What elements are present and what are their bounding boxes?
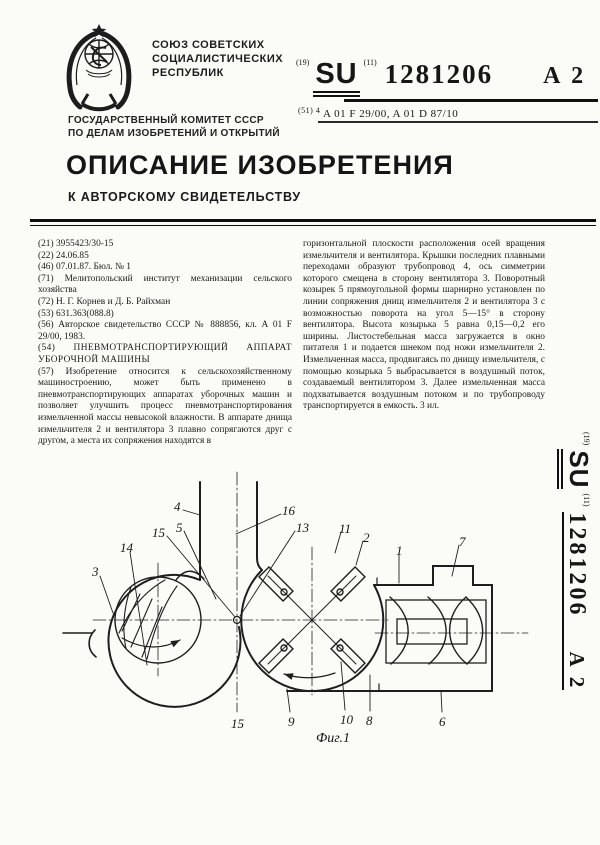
patent-drawing-fig1	[0, 470, 560, 770]
prior-art-reference: (56) Авторское свидетельство СССР № 888856, кл. А 01 F 29/00, 1983.	[38, 320, 292, 342]
kind-code: A 2	[543, 63, 587, 89]
applicant: (71) Мелитопольский институт механизации сельского хозяйства	[38, 273, 292, 296]
side-patent-number-strip	[558, 432, 598, 722]
publication-number-line	[296, 58, 586, 91]
part-label-3: 3	[92, 564, 99, 579]
feeder-assembly	[287, 566, 492, 691]
pipe-duct	[176, 482, 262, 580]
part-label-11: 11	[339, 521, 352, 536]
inid-code-51: (51) 4	[298, 106, 321, 115]
part-label-14: 14	[120, 540, 133, 555]
document-subtitle: К АВТОРСКОМУ СВИДЕТЕЛЬСТВУ	[68, 190, 301, 204]
part-label-4: 4	[174, 499, 181, 514]
centerline-axes	[93, 472, 528, 712]
part-label-15b: 15	[231, 716, 244, 731]
ipc-underline-rule	[318, 121, 598, 123]
invention-title: (54) ПНЕВМОТРАНСПОРТИРУЮЩИЙ АППАРАТ УБОРОЧНОЙ МАШИНЫ	[38, 343, 292, 365]
strip-kind-code: A 2	[565, 651, 589, 691]
part-label-6: 6	[439, 714, 446, 729]
strip-number-group	[562, 512, 590, 691]
part-label-8: 8	[366, 713, 373, 728]
strip-inid-19: (19)	[582, 432, 591, 446]
filing-date: (22) 24.06.85	[38, 250, 89, 261]
publication-date: (46) 07.01.87. Бюл. № 1	[38, 262, 131, 273]
part-label-2: 2	[363, 530, 370, 545]
country-line: СОЦИАЛИСТИЧЕСКИХ	[152, 53, 284, 65]
ipc-classes: A 01 F 29/00, A 01 D 87/10	[322, 108, 459, 120]
header-divider-rule	[30, 219, 596, 226]
country-name	[152, 38, 283, 80]
part-labels	[91, 499, 466, 731]
inventors: (72) Н. Г. Корнев и Д. Б. Райхман	[38, 296, 171, 307]
abstract-part-2: горизонтальной плоскости расположения осей вращения измельчителя и вентилятора. Крышки последних плавными переходами образуют трубопровод 4, ось симметрии которого смещена в сторону вентилятора 3. Поворотный козырек 5 прямоугольной формы шарнирно установлен по линии сопряжения днищ измельчителя 2 и вентилятора 3 с возможностью поворота на угол 5—15° в сторону вентилятора. Высота козырька 5 равна 0,15—0,2 его ширины. Листостебельная масса загружается в окно питателя 1 и подается шнеком под ножи измельчителя 2. Измельченная масса, продвигаясь по днищу измельчителя, с помощью козырька 5 выбрасывается в воздушный поток, создаваемый вентилятором 3. Далее измельченная масса подхватывается воздушным потоком и по трубопроводу транспортируется в емкость. 3 ил.	[303, 239, 545, 412]
country-line: РЕСПУБЛИК	[152, 67, 224, 79]
committee-line: ПО ДЕЛАМ ИЗОБРЕТЕНИЙ И ОТКРЫТИЙ	[68, 128, 280, 139]
committee-line: ГОСУДАРСТВЕННЫЙ КОМИТЕТ СССР	[68, 115, 264, 126]
number-underline-rule	[344, 99, 598, 102]
application-number: (21) 3955423/30-15	[38, 239, 114, 249]
part-label-1: 1	[396, 543, 403, 558]
country-code-su: SU	[313, 58, 359, 97]
strip-country-code: SU	[557, 449, 594, 489]
strip-document-number: 1281206	[564, 512, 590, 618]
abstract-part-1: (57) Изобретение относится к сельскохозяйственному машиностроению, может быть применено в пневмотранспортирующих аппаратах уборочных машин и позволяет улучшить процесс пневмотранспортирования измельченной массы невысокой влажности. В аппарате днища измельчителя 2 и вентилятора 3 плавно сопрягаются друг с другом, а места их сопряжения находятся в	[38, 366, 292, 447]
part-label-16: 16	[282, 503, 295, 518]
country-line: СОЮЗ СОВЕТСКИХ	[152, 39, 265, 51]
inid-code-19: (19)	[296, 58, 310, 67]
part-label-9: 9	[288, 714, 295, 729]
committee-name	[68, 114, 280, 140]
document-title: ОПИСАНИЕ ИЗОБРЕТЕНИЯ	[66, 150, 454, 180]
part-label-13: 13	[296, 520, 309, 535]
ussr-state-emblem	[58, 22, 140, 114]
cutter-rotation-arrow	[284, 673, 335, 680]
part-label-7: 7	[459, 534, 466, 549]
udc-code: (53) 631.363(088.8)	[38, 308, 114, 319]
ipc-classification-line	[298, 106, 458, 120]
document-number: 1281206	[384, 59, 494, 89]
bibliographic-column	[22, 239, 292, 448]
leader-lines	[100, 510, 459, 712]
side-strip-text	[558, 432, 594, 717]
auger-screw-flights	[390, 597, 483, 664]
part-label-10: 10	[340, 712, 353, 727]
part-label-15: 15	[152, 525, 165, 540]
inid-code-11: (11)	[363, 58, 377, 67]
part-label-5: 5	[176, 520, 183, 535]
strip-inid-11: (11)	[582, 493, 591, 507]
figure-caption: Фиг.1	[316, 731, 351, 746]
abstract-column	[303, 239, 545, 413]
